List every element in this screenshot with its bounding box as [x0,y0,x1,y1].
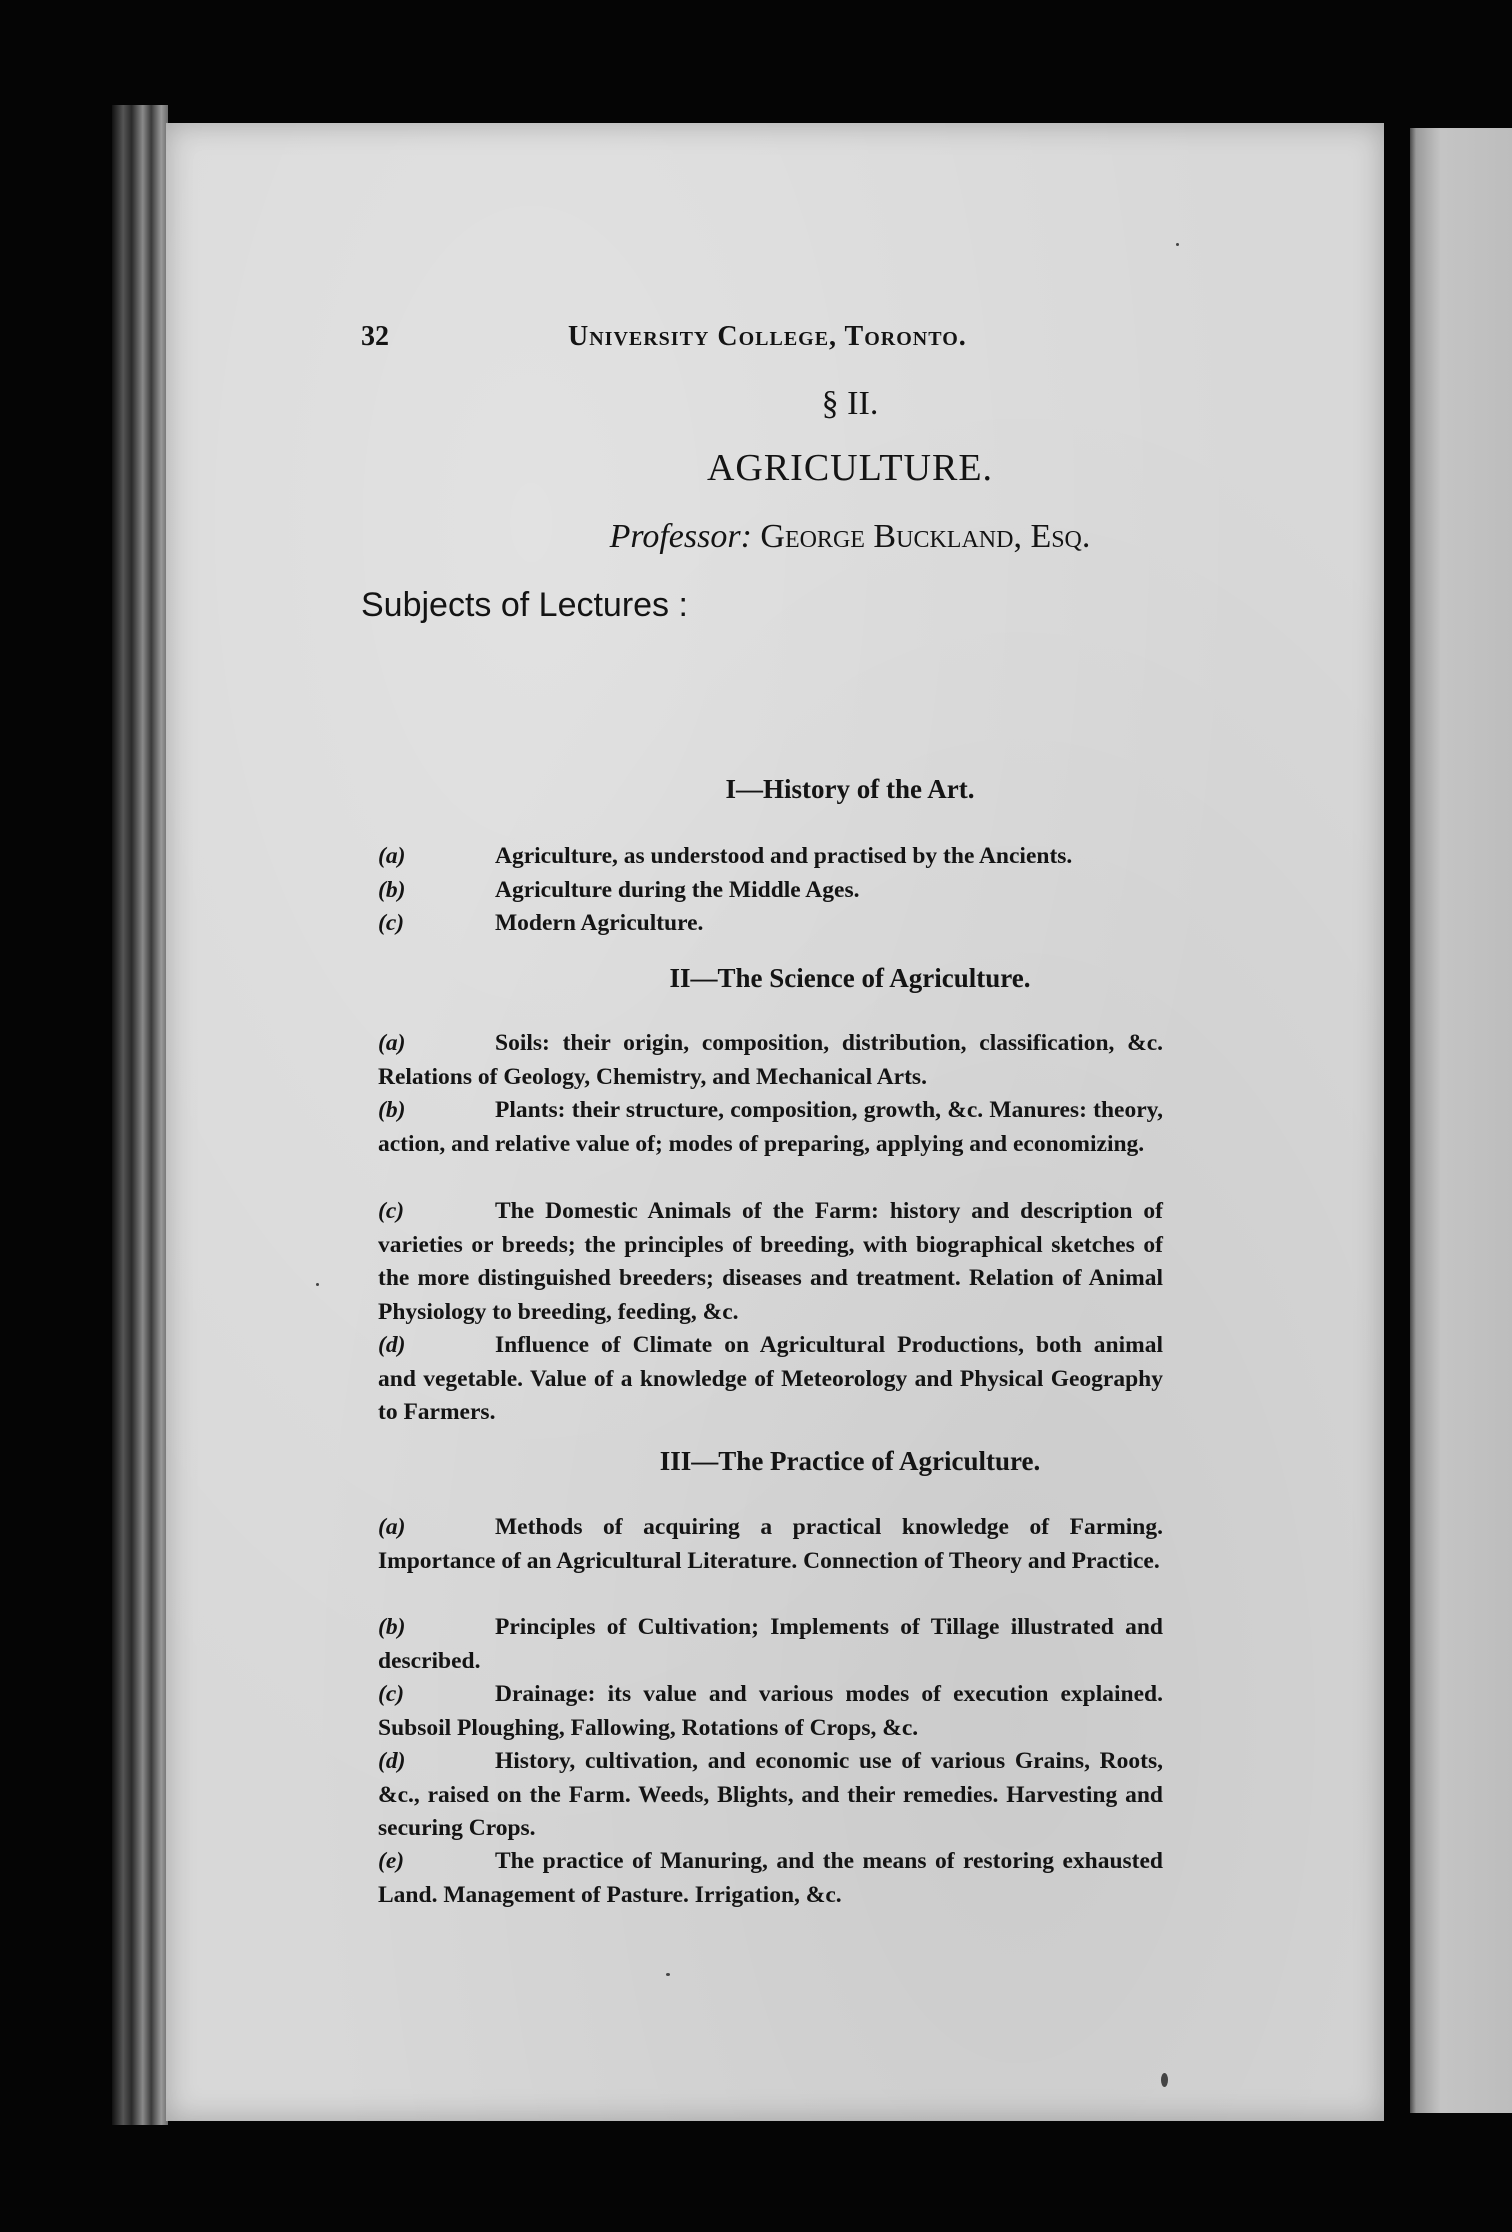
list-item [378,840,1383,874]
item-text: Methods of acquiring a practical knowledge of Farming. Importance of an Agricultural Literature. Connection of Theory and Practice. [378,1514,1163,1574]
professor-line [166,518,1384,556]
page-content [166,123,1384,2121]
item-text: Modern Agriculture. [495,910,704,936]
book-page [166,123,1384,2121]
item-text: Drainage: its value and various modes of execution explained. Subsoil Ploughing, Fallowing, Rotations of Crops, &c. [378,1681,1163,1741]
item-label: (b) [378,1097,406,1123]
item-label: (d) [378,1748,406,1774]
item-label: (a) [378,1514,406,1540]
list-item [378,1745,1383,1846]
item-label: (d) [378,1332,406,1358]
item-text: Influence of Climate on Agricultural Productions, both animal and vegetable. Value of a knowledge of Meteorology and Physical Geography to Farmers. [378,1332,1163,1425]
item-label: (b) [378,1614,406,1640]
section-mark: § II. [821,385,879,422]
part-heading-3: III—The Practice of Agriculture. [659,1446,1041,1476]
item-label: (c) [378,910,405,936]
item-label: (c) [378,1681,405,1707]
list-item [378,1611,1383,1678]
list-item [378,1094,1383,1161]
subjects-heading: Subjects of Lectures : [361,586,688,624]
item-text: Agriculture, as understood and practised by the Ancients. [495,843,1073,869]
list-item [378,1329,1383,1430]
facing-page-edge [1410,128,1512,2113]
item-label: (e) [378,1848,405,1874]
professor-label: Professor: [609,518,752,555]
item-label: (a) [378,1030,406,1056]
item-text: Principles of Cultivation; Implements of Tillage illustrated and described. [378,1614,1163,1674]
section-title: AGRICULTURE. [706,447,994,489]
list-item [378,1195,1383,1329]
list-item [378,1845,1383,1912]
part-heading-2: II—The Science of Agriculture. [669,963,1031,993]
professor-name: George Buckland, Esq. [760,518,1091,555]
item-text: The Domestic Animals of the Farm: history and description of varieties or breeds; the principles of breeding, with biographical sketches of the more distinguished breeders; diseases and treatment. Relation of Animal Physiology to breeding, feeding, &c. [378,1198,1163,1325]
item-text: History, cultivation, and economic use of various Grains, Roots, &c., raised on the Farm. Weeds, Blights, and their remedies. Harvesting and securing Crops. [378,1748,1163,1841]
part-heading-1: I—History of the Art. [725,774,975,804]
item-label: (c) [378,1198,405,1224]
running-head [166,321,1384,361]
list-item [378,1678,1383,1745]
item-label: (a) [378,843,406,869]
list-item [378,1511,1383,1578]
list-item [378,874,1383,908]
item-label: (b) [378,877,406,903]
item-text: Agriculture during the Middle Ages. [495,877,860,903]
item-text: The practice of Manuring, and the means of restoring exhausted Land. Management of Pasture. Irrigation, &c. [378,1848,1163,1908]
list-item [378,907,1383,941]
running-title: University College, Toronto. [568,321,967,352]
list-item [378,1027,1383,1094]
book-binding-edge [112,105,168,2125]
item-text: Soils: their origin, composition, distribution, classification, &c. Relations of Geology, Chemistry, and Mechanical Arts. [378,1030,1163,1090]
item-text: Plants: their structure, composition, growth, &c. Manures: theory, action, and relative value of; modes of preparing, applying and economizing. [378,1097,1163,1157]
page-number: 32 [361,321,389,352]
